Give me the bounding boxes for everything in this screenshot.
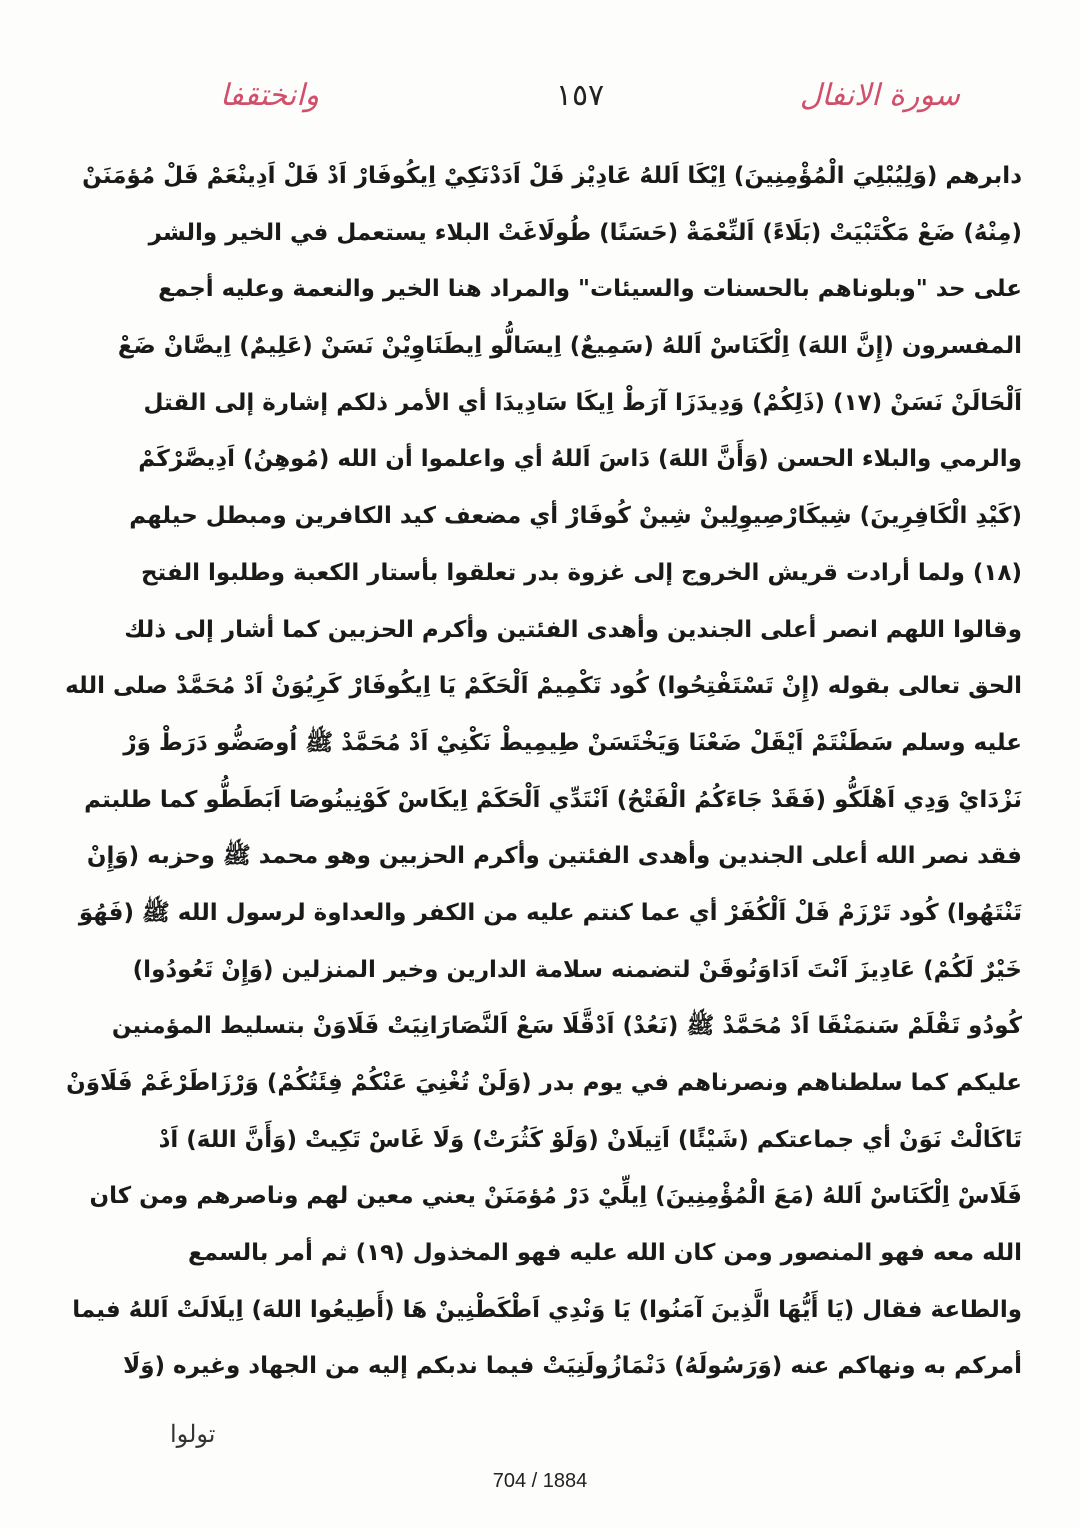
text-line: وقالوا اللهم انصر أعلى الجندين وأهدى الفئتين وأكرم الحزبين كما أشار إلى ذلك — [124, 616, 1022, 643]
handwritten-surah-title: سورة الانفال — [799, 78, 960, 113]
text-line: خَيْرٌ لَكُمْ) عَادِيزَ اَنْتَ اَدَاوَنُوقَنْ لتضمنه سلامة الدارين وخير المنزلين (وَإِنْ تَعُودُوا) — [132, 956, 1022, 983]
text-line: نَزْدَايْ وَدِي اَهْلَكُّو (فَقَدْ جَاءَكُمُ الْفَتْحُ) اَنْتَدِّي اَلْحَكَمْ اِيكَاسْ كَوْنِينُوصَا اَبَطَطُّو كما طلبتم — [84, 786, 1022, 813]
text-line: الحق تعالى بقوله (إِنْ تَسْتَفْتِحُوا) كُود تَكْمِيمْ اَلْحَكَمْ يَا اِيكُوفَارْ كَرِيُوَنْ اَدْ مُحَمَّدْ صلى الله — [65, 673, 1022, 700]
text-line: عليكم كما سلطناهم ونصرناهم في يوم بدر (وَلَنْ تُغْنِيَ عَنْكُمْ فِئَتُكُمْ) وَرْزَاطَرْغَمْ فَلَاوَنْ — [66, 1070, 1022, 1096]
text-line: فَلَاسْ اِلْكَنَاسْ اَللهُ (مَعَ الْمُؤْمِنِينَ) اِيلِّيْ دَرْ مُؤمَنَنْ يعني معين لهم وناصرهم ومن كان — [89, 1183, 1022, 1210]
text-line: (كَيْدِ الْكَافِرِينَ) شِيكَارْصِيوِلِينْ شِينْ كُوفَارْ أي مضعف كيد الكافرين ومبطل حيلهم — [129, 503, 1022, 530]
text-line: أمركم به ونهاكم عنه (وَرَسُولَهُ) دَنْمَازُولَنِيَتْ فيما ندبكم إليه من الجهاد وغيره (وَلَا — [123, 1353, 1022, 1380]
text-line: المفسرون (إِنَّ اللهَ) اِلْكَنَاسْ اَللهُ (سَمِيعٌ) اِيسَالُّو اِيطَنَاوِيْنْ نَسَنْ (عَلِيمٌ) اِيصَّانْ ضَعْ — [117, 333, 1022, 360]
text-line: الله معه فهو المنصور ومن كان الله عليه فهو المخذول (١٩) ثم أمر بالسمع — [188, 1240, 1022, 1267]
text-line: تَنْتَهُوا) كُود تَرْزَمْ فَلْ اَلْكُفَرْ أي عما كنتم عليه من الكفر والعداوة لرسول الله ﷺ (فَهُوَ — [78, 899, 1022, 926]
text-line: والطاعة فقال (يَا أَيُّهَا الَّذِينَ آمَنُوا) يَا وَنْدِي اَطْكَطْنِينْ هَا (أَطِيعُوا اللهَ) اِيلَالَتْ اَللهُ فيما — [72, 1296, 1022, 1323]
text-line: دابرهم (وَلِيُبْلِيَ الْمُؤْمِنِينَ) اِيْكَا اَللهُ عَادِيْز فَلْ اَدَدْنَكِيْ اِيكُوفَارْ اَدْ فَلْ اَدِينْعَمْ فَلْ مُؤمَنَنْ — [82, 163, 1022, 189]
text-line: فقد نصر الله أعلى الجندين وأهدى الفئتين وأكرم الحزبين وهو محمد ﷺ وحزبه (وَإِنْ — [86, 843, 1022, 870]
text-line: تَاكَالْتْ نَوَنْ أي جماعتكم (شَيْئًا) اَتِيلَانْ (وَلَوْ كَثُرَتْ) وَلَا غَاسْ تَكِيتْ (وَأَنَّ اللهَ) اَدْ — [158, 1126, 1022, 1153]
body-text — [60, 148, 1022, 1395]
page-counter: 704 / 1884 — [492, 1470, 588, 1492]
text-line: كُودُو تَقْلَمْ سَنمَنْقَا اَدْ مُحَمَّدْ ﷺ (نَعُدْ) اَدْقَّلَا سَعْ اَلنَّصَارَانِيَتْ فَلَاوَنْ بتسليط المؤمنين — [111, 1013, 1022, 1040]
handwritten-note-left: وانختقفا — [220, 78, 320, 113]
text-line: والرمي والبلاء الحسن (وَأَنَّ اللهَ) دَاسَ اَللهُ أي واعلموا أن الله (مُوهِنُ) اَدِيصَّرْكَمْ — [138, 446, 1022, 473]
text-line: على حد "وبلوناهم بالحسنات والسيئات" والمراد هنا الخير والنعمة وعليه أجمع — [158, 276, 1022, 303]
text-line: اَلْحَالَنْ نَسَنْ (١٧) (ذَلِكُمْ) وَدِيدَزَا آرَطْ اِيكَا سَادِيدَا أي الأمر ذلكم إشارة إلى القتل — [143, 389, 1022, 416]
page-number: ١٥٧ — [555, 78, 605, 113]
catchword-footnote: تولوا — [170, 1420, 216, 1448]
text-line: (١٨) ولما أرادت قريش الخروج إلى غزوة بدر تعلقوا بأستار الكعبة وطلبوا الفتح — [140, 559, 1022, 586]
text-line: عليه وسلم سَطَنْتَمْ اَيْقَلْ ضَعْنَا وَيَخْتَسَنْ طِيمِيطْ نَكْنِيْ اَدْ مُحَمَّدْ ﷺ اُوصَضُّو دَرَطْ وَرْ — [123, 729, 1022, 756]
text-line: (مِنْهُ) ضَعْ مَكْتَبْيَتْ (بَلَاءً) اَلنِّعْمَةْ (حَسَنًا) طُولَاغَتْ البلاء يستعمل في الخير والشر — [148, 219, 1022, 246]
page-header — [150, 70, 960, 130]
